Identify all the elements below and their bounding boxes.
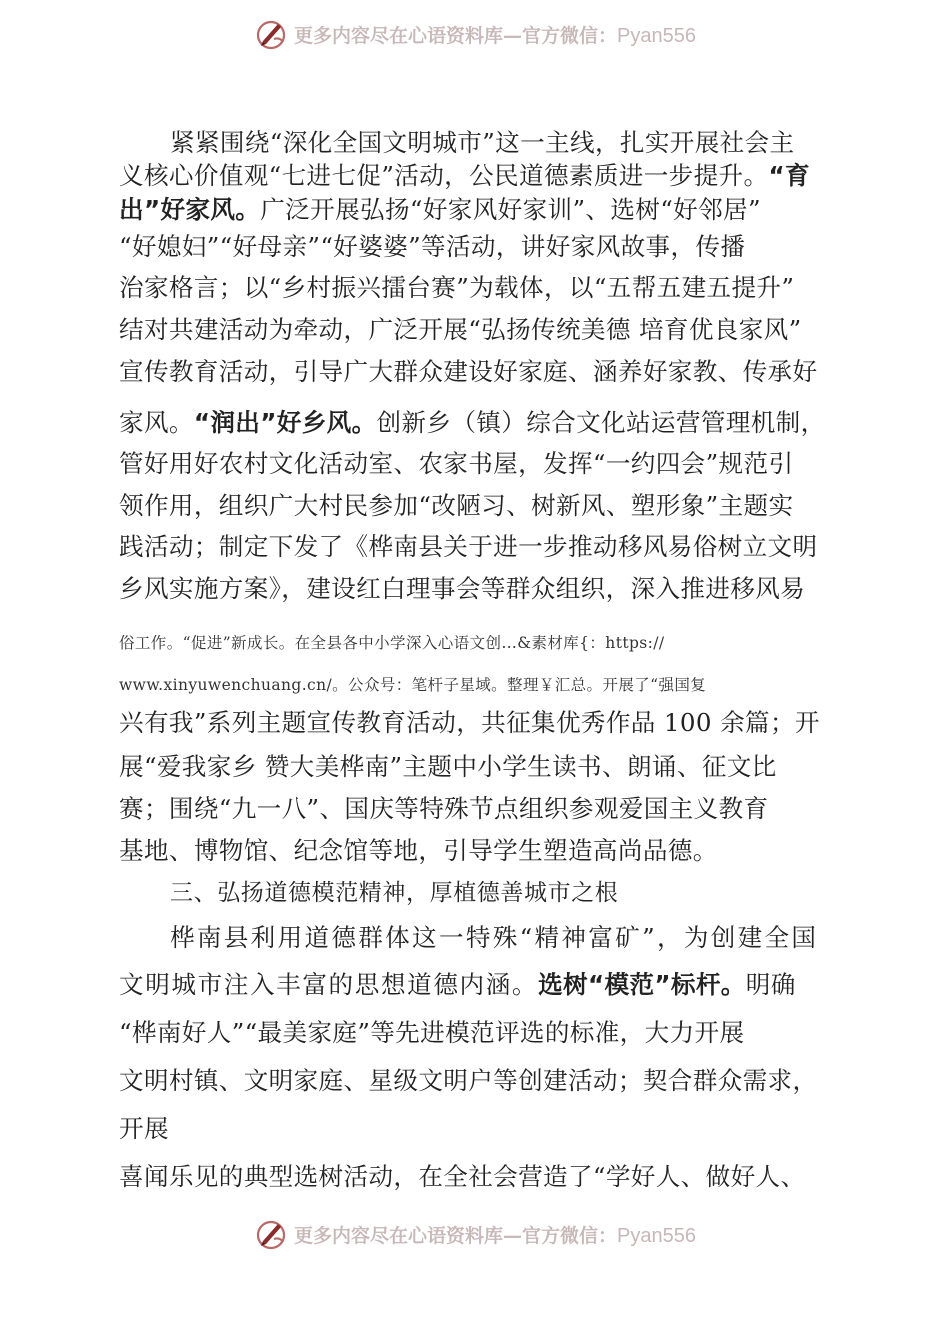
text-line: 赛；围绕“九一八”、国庆等特殊节点组织参观爱国主义教育 — [119, 794, 769, 823]
pen-logo-icon — [254, 1217, 288, 1251]
watermark-wechat-id: Pyan556 — [617, 24, 696, 47]
text-line — [119, 970, 833, 1000]
text-line: 文明村镇、文明家庭、星级文明户等创建活动；契合群众需求， — [119, 1066, 818, 1095]
watermark-banner-top — [0, 14, 950, 54]
text-run: 文明城市注入丰富的思想道德内涵。 — [119, 970, 539, 999]
text-line: 践活动；制定下发了《桦南县关于进一步推动移风易俗树立文明 — [119, 532, 818, 561]
text-line: “桦南好人”“最美家庭”等先进模范评选的标准，大力开展 — [119, 1018, 745, 1047]
text-line — [119, 161, 833, 191]
text-line: 宣传教育活动，引导广大群众建设好家庭、涵养好家教、传承好 — [119, 357, 818, 386]
text-line: 喜闻乐见的典型选树活动，在全社会营造了“学好人、做好人、 — [119, 1162, 806, 1191]
text-run: 创新乡（镇）综合文化站运营管理机制， — [376, 408, 826, 437]
text-line-small: 俗工作。“促进”新成长。在全县各中小学深入心语文创…&素材库{：https:// — [119, 634, 665, 652]
text-line: 开展 — [119, 1114, 169, 1143]
watermark-banner-bottom — [0, 1214, 950, 1254]
text-line: 乡风实施方案》，建设红白理事会等群众组织，深入推进移风易 — [119, 574, 806, 603]
text-line: 结对共建活动为牵动，广泛开展“弘扬传统美德 培育优良家风” — [119, 315, 802, 344]
text-run: 明确 — [745, 970, 796, 999]
section-keyword-haoxiangfeng: “润出”好乡风。 — [193, 408, 377, 437]
text-line: 领作用，组织广大村民参加“改陋习、树新风、塑形象”主题实 — [119, 491, 794, 520]
text-run: 广泛开展弘扬“好家风好家训”、选树“好邻居” — [260, 195, 761, 224]
section-keyword-mofan: 选树“模范”标杆。 — [538, 970, 746, 999]
text-line: 桦南县利用道德群体这一特殊“精神富矿”，为创建全国 — [170, 923, 819, 952]
text-run: 家风。 — [119, 408, 194, 437]
watermark-label: 更多内容尽在心语资料库—官方微信： — [294, 1224, 618, 1247]
bold-run: “育 — [768, 161, 810, 190]
text-line-small: www.xinyuwenchuang.cn/。公众号：笔杆子星域。整理￥汇总。开展了“强国复 — [119, 676, 707, 694]
section-heading: 三、弘扬道德模范精神，厚植德善城市之根 — [170, 880, 619, 906]
watermark-label: 更多内容尽在心语资料库—官方微信： — [294, 24, 618, 47]
text-run: 义核心价值观“七进七促”活动，公民道德素质进一步提升。 — [119, 161, 769, 190]
text-line — [119, 195, 833, 225]
text-line: 紧紧围绕“深化全国文明城市”这一主线，扎实开展社会主 — [170, 128, 795, 157]
text-line: 管好用好农村文化活动室、农家书屋，发挥“一约四会”规范引 — [119, 449, 794, 478]
text-line: 治家格言；以“乡村振兴擂台赛”为载体，以“五帮五建五提升” — [119, 273, 795, 302]
text-line: “好媳妇”“好母亲”“好婆婆”等活动，讲好家风故事，传播 — [119, 232, 746, 261]
text-line: 展“爱我家乡 赞大美桦南”主题中小学生读书、朗诵、征文比 — [119, 752, 777, 781]
section-keyword-haojiafeng: 出”好家风。 — [119, 195, 261, 224]
watermark-text-top — [294, 21, 696, 48]
text-line: 基地、博物馆、纪念馆等地，引导学生塑造高尚品德。 — [119, 836, 718, 865]
text-line — [119, 408, 833, 438]
watermark-wechat-id: Pyan556 — [617, 1224, 696, 1247]
watermark-text-bottom — [294, 1221, 696, 1248]
text-line: 兴有我”系列主题宣传教育活动，共征集优秀作品 100 余篇；开 — [119, 708, 820, 737]
pen-logo-icon — [254, 17, 288, 51]
